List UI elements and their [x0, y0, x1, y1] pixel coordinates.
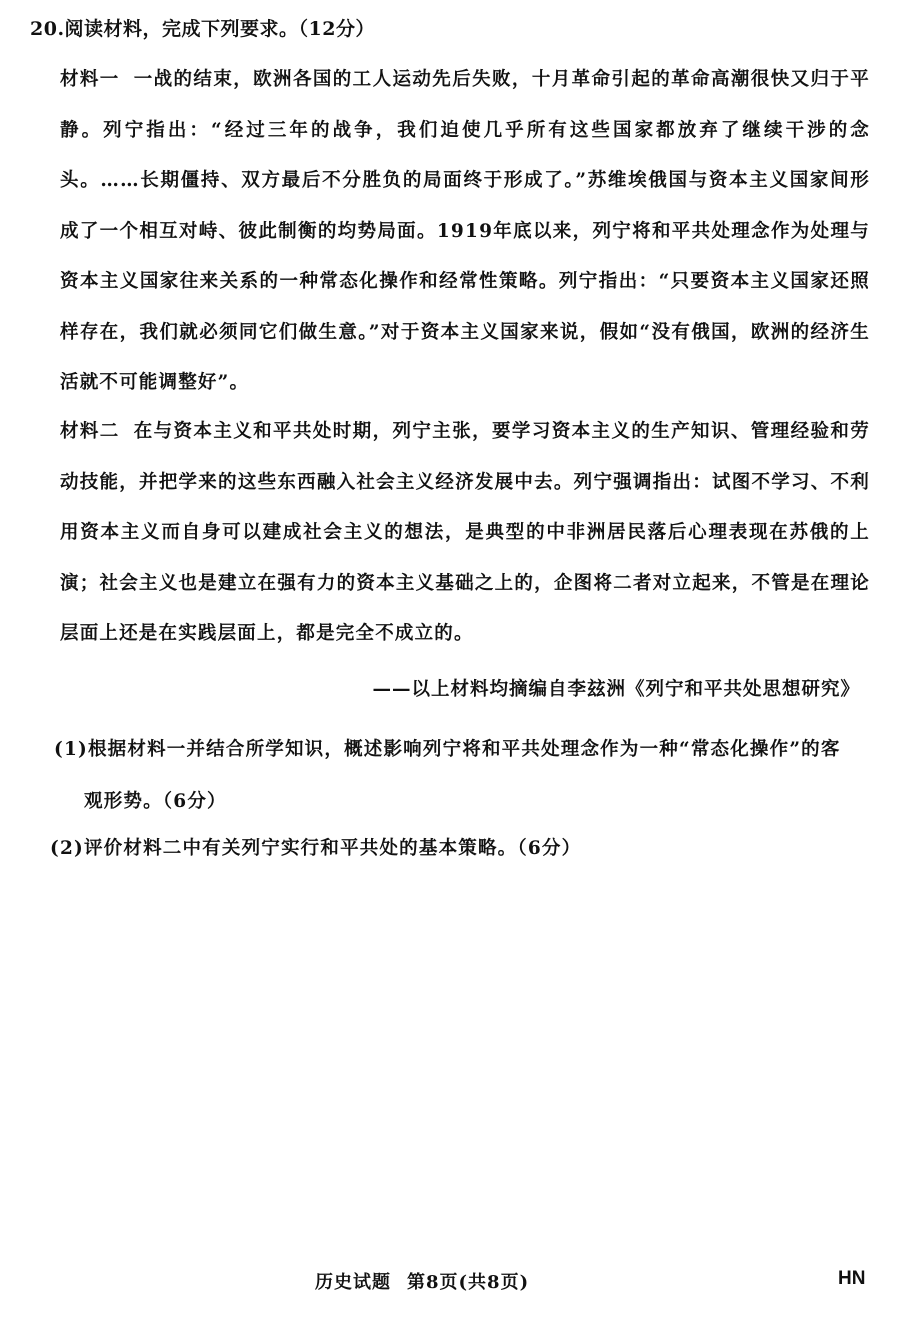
page-footer — [315, 1268, 529, 1294]
footer-page-number: 第8页(共8页) — [407, 1272, 530, 1293]
material-two-label: 材料二 — [60, 421, 120, 442]
material-one — [60, 55, 870, 409]
material-two — [60, 407, 870, 660]
sub-question-1-line2: 观形势。（6分） — [84, 791, 227, 812]
material-one-text: 一战的结束，欧洲各国的工人运动先后失败，十月革命引起的革命高潮很快又归于平静。列宁指出：“经过三年的战争，我们迫使几乎所有这些国家都放弃了继续干涉的念头。……长期僵持、双方最后不分胜负的局面终于形成了。”苏维埃俄国与资本主义国家间形成了一个相互对峙、彼此制衡的均势局面。1919年底以来，列宁将和平共处理念作为处理与资本主义国家往来关系的一种常态化操作和经常性策略。列宁指出：“只要资本主义国家还照样存在，我们就必须同它们做生意。”对于资本主义国家来说，假如“没有俄国，欧洲的经济生活就不可能调整好”。 — [60, 69, 870, 393]
material-one-label: 材料一 — [60, 69, 120, 90]
footer-subject: 历史试题 — [315, 1272, 391, 1293]
sub-question-2: (2)评价材料二中有关列宁实行和平共处的基本策略。（6分） — [50, 838, 582, 859]
exam-region-code: HN — [838, 1268, 866, 1289]
sub-question-1-line1: (1)根据材料一并结合所学知识，概述影响列宁将和平共处理念作为一种“常态化操作”的客 — [54, 739, 841, 760]
sub-question-1 — [54, 724, 866, 828]
material-source: ——以上材料均摘编自李玆洲《列宁和平共处思想研究》 — [372, 679, 860, 700]
material-two-text: 在与资本主义和平共处时期，列宁主张，要学习资本主义的生产知识、管理经验和劳动技能，并把学来的这些东西融入社会主义经济发展中去。列宁强调指出：试图不学习、不利用资本主义而自身可以建成社会主义的想法，是典型的中非洲居民落后心理表现在苏俄的上演；社会主义也是建立在强有力的资本主义基础之上的，企图将二者对立起来，不管是在理论层面上还是在实践层面上，都是完全不成立的。 — [60, 421, 870, 644]
question-title: 20.阅读材料，完成下列要求。（12分） — [30, 18, 375, 40]
